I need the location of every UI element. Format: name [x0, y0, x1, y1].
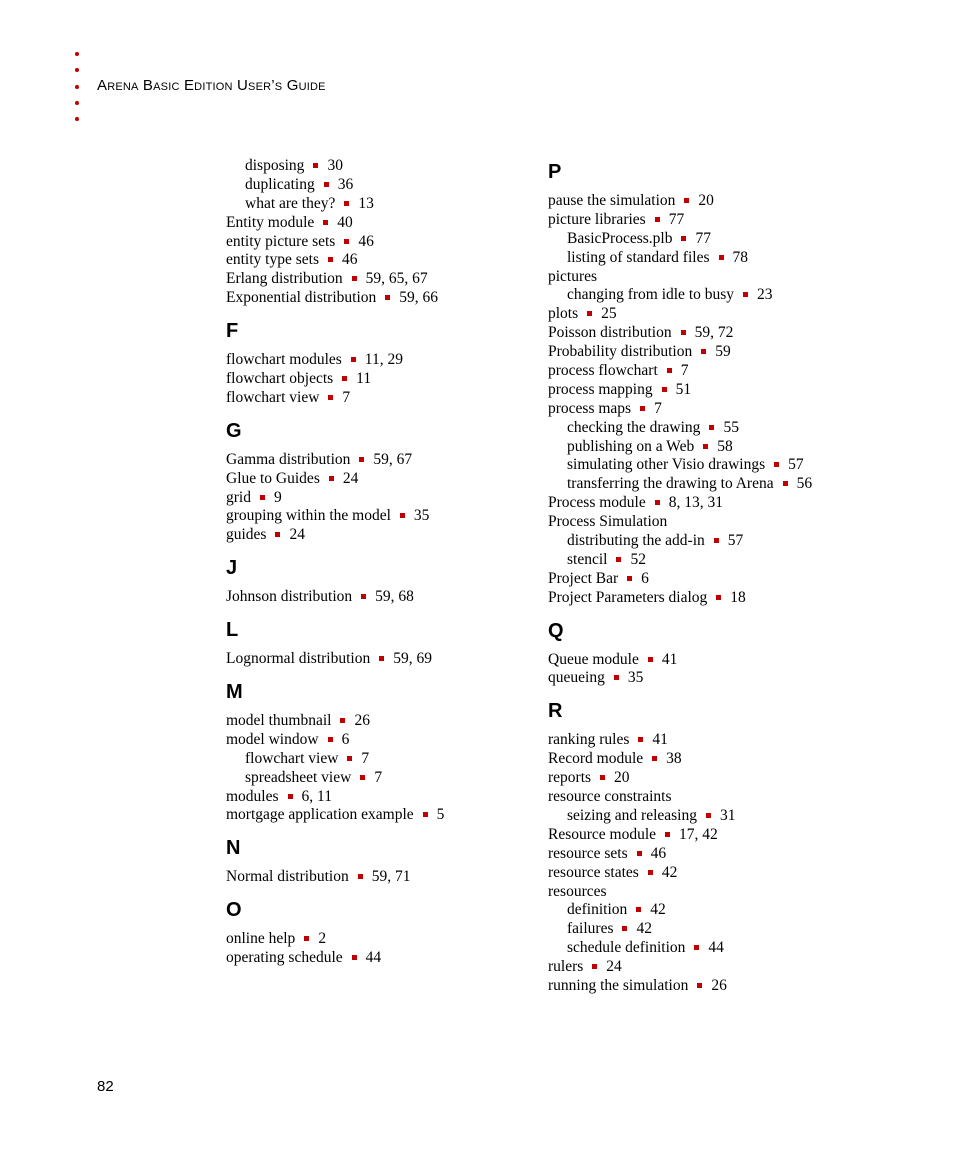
index-subentry — [226, 157, 536, 176]
entry-term: flowchart view — [226, 388, 320, 406]
entry-term: operating schedule — [226, 949, 343, 967]
square-bullet-icon — [648, 870, 653, 875]
index-entry — [548, 381, 878, 400]
entry-term: grid — [226, 488, 251, 506]
index-section — [548, 616, 878, 689]
index-section — [226, 895, 536, 968]
entry-pages[interactable]: 30 — [327, 157, 343, 174]
entry-pages[interactable]: 8, 13, 31 — [668, 494, 723, 512]
index-entry — [226, 712, 536, 731]
entry-pages[interactable]: 20 — [614, 769, 630, 787]
entry-pages[interactable]: 36 — [337, 175, 354, 193]
entry-term: resource constraints — [548, 788, 672, 806]
index-subentry — [548, 230, 878, 249]
entry-term: Normal distribution — [226, 868, 349, 886]
index-section — [226, 416, 536, 545]
entry-pages[interactable]: 42 — [650, 901, 666, 919]
square-bullet-icon — [706, 813, 711, 818]
entry-term: Exponential distribution — [226, 289, 377, 307]
square-bullet-icon — [716, 595, 721, 600]
section-letter: P — [548, 161, 562, 183]
entry-term: reports — [548, 769, 592, 787]
entry-term: disposing — [245, 157, 305, 174]
entry-pages[interactable]: 57 — [788, 456, 804, 474]
index-section — [226, 157, 536, 308]
index-entry — [548, 589, 878, 608]
entry-term: mortgage application example — [226, 806, 414, 824]
entry-term: model window — [226, 730, 319, 748]
square-bullet-icon — [640, 406, 645, 411]
entry-pages[interactable]: 40 — [337, 213, 353, 231]
index-subentry — [226, 176, 536, 195]
index-entry — [548, 883, 878, 902]
entry-term: rulers — [548, 958, 584, 976]
index-entry — [226, 289, 536, 308]
index-entry — [226, 470, 536, 489]
page-number: 82 — [97, 1078, 114, 1095]
entry-pages[interactable]: 58 — [717, 437, 733, 455]
index-entry — [548, 669, 878, 688]
entry-term: flowchart modules — [226, 351, 342, 369]
square-bullet-icon — [684, 198, 689, 203]
entry-pages[interactable]: 46 — [342, 251, 358, 269]
square-bullet-icon — [379, 656, 384, 661]
square-bullet-icon — [616, 557, 621, 562]
entry-pages[interactable]: 11, 29 — [364, 351, 403, 369]
entry-term: failures — [567, 920, 614, 938]
square-bullet-icon — [614, 675, 619, 680]
square-bullet-icon — [655, 217, 660, 222]
index-entry — [226, 351, 536, 370]
square-bullet-icon — [622, 926, 627, 931]
square-bullet-icon — [344, 201, 349, 206]
square-bullet-icon — [313, 163, 318, 168]
entry-term: Glue to Guides — [226, 469, 320, 487]
margin-bullet — [75, 101, 79, 105]
square-bullet-icon — [694, 945, 699, 950]
entry-term: what are they? — [245, 194, 336, 212]
entry-pages[interactable]: 59, 66 — [399, 289, 438, 307]
index-subentry — [548, 419, 878, 438]
entry-term: spreadsheet view — [245, 768, 352, 786]
entry-pages[interactable]: 31 — [719, 806, 736, 824]
margin-bullet — [75, 85, 79, 89]
entry-pages[interactable]: 24 — [342, 469, 359, 487]
square-bullet-icon — [324, 182, 329, 187]
square-bullet-icon — [600, 775, 605, 780]
entry-pages[interactable]: 42 — [636, 920, 652, 938]
index-entry — [226, 588, 536, 607]
entry-term: Lognormal distribution — [226, 650, 371, 668]
square-bullet-icon — [352, 276, 357, 281]
entry-pages[interactable]: 35 — [413, 507, 430, 525]
section-letter: F — [226, 320, 239, 343]
entry-pages[interactable]: 13 — [358, 194, 374, 212]
index-entry — [226, 806, 536, 825]
entry-term: pause the simulation — [548, 192, 676, 209]
index-subentry — [548, 901, 878, 920]
index-entry — [226, 489, 536, 508]
index-subentry — [548, 807, 878, 826]
index-section — [226, 833, 536, 887]
entry-pages[interactable]: 20 — [698, 192, 714, 209]
square-bullet-icon — [359, 457, 364, 462]
square-bullet-icon — [423, 812, 428, 817]
index-subentry — [226, 769, 536, 788]
index-entry — [548, 958, 878, 977]
square-bullet-icon — [719, 255, 724, 260]
entry-pages[interactable]: 6 — [341, 730, 350, 748]
entry-term: Erlang distribution — [226, 270, 343, 288]
square-bullet-icon — [344, 239, 349, 244]
square-bullet-icon — [714, 538, 719, 543]
square-bullet-icon — [329, 476, 334, 481]
square-bullet-icon — [655, 500, 660, 505]
entry-term: Process module — [548, 494, 646, 512]
entry-term: listing of standard files — [567, 248, 710, 266]
section-letter: J — [226, 557, 238, 580]
entry-pages[interactable]: 46 — [358, 232, 374, 250]
entry-term: plots — [548, 305, 579, 323]
entry-pages[interactable]: 23 — [757, 286, 773, 304]
entry-pages[interactable]: 6, 11 — [301, 787, 332, 805]
entry-pages[interactable]: 26 — [711, 976, 727, 994]
index-entry — [548, 400, 878, 419]
square-bullet-icon — [637, 851, 642, 856]
entry-pages[interactable]: 78 — [732, 248, 748, 266]
entry-pages[interactable]: 35 — [627, 669, 644, 687]
entry-term: Probability distribution — [548, 343, 693, 361]
index-subentry — [548, 920, 878, 939]
square-bullet-icon — [681, 236, 686, 241]
entry-term: flowchart objects — [226, 370, 334, 388]
entry-term: resource sets — [548, 844, 628, 862]
entry-pages[interactable]: 46 — [650, 844, 667, 862]
index-entry — [226, 389, 536, 408]
entry-pages[interactable]: 7 — [374, 768, 383, 786]
square-bullet-icon — [400, 513, 405, 518]
entry-term: flowchart view — [245, 749, 339, 767]
entry-pages[interactable]: 77 — [695, 229, 711, 247]
section-letter: O — [226, 899, 242, 922]
entry-term: ranking rules — [548, 731, 630, 749]
entry-pages[interactable]: 26 — [354, 712, 370, 730]
entry-term: resource states — [548, 863, 639, 881]
index-entry — [548, 192, 878, 211]
index-section — [548, 696, 878, 995]
entry-pages[interactable]: 5 — [436, 806, 445, 824]
index-subentry — [548, 475, 878, 494]
index-subentry — [548, 286, 878, 305]
index-entry — [548, 750, 878, 769]
entry-pages[interactable]: 25 — [601, 305, 617, 323]
entry-term: definition — [567, 901, 628, 919]
entry-pages[interactable]: 51 — [675, 380, 692, 398]
square-bullet-icon — [667, 368, 672, 373]
entry-pages[interactable]: 7 — [361, 749, 370, 767]
square-bullet-icon — [783, 481, 788, 486]
entry-term: Project Parameters dialog — [548, 588, 708, 606]
index-entry — [226, 233, 536, 252]
index-entry — [226, 526, 536, 545]
square-bullet-icon — [638, 737, 643, 742]
index-entry — [548, 826, 878, 845]
index-entry — [226, 731, 536, 750]
square-bullet-icon — [636, 907, 641, 912]
index-entry — [548, 570, 878, 589]
index-entry — [226, 930, 536, 949]
index-entry — [226, 788, 536, 807]
square-bullet-icon — [592, 964, 597, 969]
index-entry — [548, 651, 878, 670]
index-entry — [548, 731, 878, 750]
square-bullet-icon — [662, 387, 667, 392]
index-column-right — [548, 157, 878, 996]
entry-term: Queue module — [548, 650, 639, 668]
square-bullet-icon — [288, 794, 293, 799]
entry-pages[interactable]: 6 — [641, 569, 649, 587]
entry-pages[interactable]: 59, 69 — [393, 650, 432, 668]
entry-pages[interactable]: 57 — [727, 532, 744, 550]
running-header: Arena Basic Edition User’s Guide — [97, 77, 326, 94]
square-bullet-icon — [709, 425, 714, 430]
entry-term: entity picture sets — [226, 232, 336, 250]
entry-term: Resource module — [548, 825, 657, 843]
entry-term: duplicating — [245, 175, 315, 193]
square-bullet-icon — [587, 311, 592, 316]
entry-pages[interactable]: 7 — [342, 388, 351, 406]
entry-pages[interactable]: 59, 65, 67 — [365, 270, 428, 288]
square-bullet-icon — [323, 220, 328, 225]
section-letter: G — [226, 419, 242, 442]
entry-term: process flowchart — [548, 362, 658, 380]
entry-pages[interactable]: 59, 67 — [373, 450, 413, 468]
entry-term: process mapping — [548, 380, 653, 398]
index-section — [226, 316, 536, 408]
entry-pages[interactable]: 59 — [715, 343, 731, 361]
square-bullet-icon — [275, 532, 280, 537]
entry-pages[interactable]: 59, 68 — [375, 588, 414, 606]
entry-pages[interactable]: 41 — [661, 650, 678, 668]
square-bullet-icon — [627, 576, 632, 581]
index-entry — [548, 362, 878, 381]
index-column-left — [226, 157, 536, 968]
index-section — [226, 615, 536, 669]
square-bullet-icon — [703, 444, 708, 449]
index-subentry — [548, 939, 878, 958]
entry-term: Record module — [548, 750, 644, 768]
square-bullet-icon — [701, 349, 706, 354]
index-section — [226, 677, 536, 825]
entry-term: Johnson distribution — [226, 588, 353, 606]
index-entry — [226, 370, 536, 389]
margin-bullet — [75, 52, 79, 56]
entry-term: picture libraries — [548, 210, 646, 228]
index-subentry — [548, 532, 878, 551]
square-bullet-icon — [304, 936, 309, 941]
section-letter: Q — [548, 619, 564, 642]
entry-term: Poisson distribution — [548, 324, 672, 342]
entry-term: modules — [226, 787, 279, 805]
square-bullet-icon — [342, 376, 347, 381]
index-section — [226, 553, 536, 607]
entry-pages[interactable]: 11 — [356, 370, 372, 388]
index-entry — [226, 868, 536, 887]
index-entry — [548, 211, 878, 230]
entry-pages[interactable]: 44 — [365, 949, 382, 967]
index-entry — [226, 270, 536, 289]
index-subentry — [548, 551, 878, 570]
entry-pages[interactable]: 9 — [273, 488, 282, 506]
entry-term: model thumbnail — [226, 712, 332, 730]
entry-term: process maps — [548, 399, 632, 417]
square-bullet-icon — [260, 495, 265, 500]
entry-term: Entity module — [226, 213, 315, 231]
entry-pages[interactable]: 52 — [630, 550, 646, 568]
entry-term: schedule definition — [567, 939, 686, 957]
index-entry — [226, 451, 536, 470]
square-bullet-icon — [681, 330, 686, 335]
index-entry — [548, 977, 878, 996]
entry-pages[interactable]: 2 — [318, 930, 327, 948]
entry-term: resources — [548, 882, 607, 900]
index-entry — [226, 507, 536, 526]
entry-pages[interactable]: 56 — [796, 475, 813, 493]
index-subentry — [548, 249, 878, 268]
section-letter: M — [226, 681, 243, 704]
index-entry — [548, 343, 878, 362]
margin-bullet — [75, 68, 79, 72]
section-letter: N — [226, 837, 241, 860]
entry-term: transferring the drawing to Arena — [567, 475, 774, 493]
entry-pages[interactable]: 55 — [723, 418, 739, 436]
entry-pages[interactable]: 38 — [666, 750, 682, 768]
index-entry — [548, 494, 878, 513]
entry-pages[interactable]: 42 — [661, 863, 678, 881]
square-bullet-icon — [774, 462, 779, 467]
entry-term: entity type sets — [226, 251, 319, 269]
index-entry — [548, 305, 878, 324]
section-letter: R — [548, 700, 563, 723]
square-bullet-icon — [360, 775, 365, 780]
index-entry — [548, 513, 878, 532]
entry-pages[interactable]: 59, 71 — [371, 868, 411, 886]
square-bullet-icon — [351, 357, 356, 362]
square-bullet-icon — [385, 295, 390, 300]
square-bullet-icon — [347, 756, 352, 761]
entry-term: distributing the add-in — [567, 532, 705, 550]
index-section — [548, 157, 878, 608]
entry-term: simulating other Visio drawings — [567, 456, 766, 474]
entry-pages[interactable]: 17, 42 — [679, 825, 718, 843]
entry-term: BasicProcess.plb — [567, 229, 673, 247]
entry-term: publishing on a Web — [567, 437, 695, 455]
entry-pages[interactable]: 24 — [289, 526, 305, 544]
entry-pages[interactable]: 24 — [606, 958, 622, 976]
entry-term: queueing — [548, 669, 605, 687]
index-subentry — [548, 456, 878, 475]
section-letter: L — [226, 619, 239, 642]
index-entry — [226, 650, 536, 669]
entry-pages[interactable]: 77 — [668, 210, 685, 228]
index-subentry — [548, 438, 878, 457]
entry-term: Gamma distribution — [226, 450, 351, 468]
entry-pages[interactable]: 41 — [652, 731, 668, 749]
entry-term: seizing and releasing — [567, 806, 697, 824]
index-entry — [548, 788, 878, 807]
entry-term: pictures — [548, 267, 598, 285]
index-entry — [548, 864, 878, 883]
square-bullet-icon — [328, 737, 333, 742]
index-entry — [548, 845, 878, 864]
square-bullet-icon — [665, 832, 670, 837]
square-bullet-icon — [652, 756, 657, 761]
index-entry — [548, 769, 878, 788]
entry-term: online help — [226, 930, 296, 948]
index-entry — [226, 949, 536, 968]
square-bullet-icon — [361, 594, 366, 599]
entry-term: running the simulation — [548, 976, 689, 994]
square-bullet-icon — [352, 955, 357, 960]
square-bullet-icon — [743, 292, 748, 297]
index-subentry — [226, 195, 536, 214]
entry-pages[interactable]: 7 — [654, 399, 662, 417]
entry-term: stencil — [567, 550, 608, 568]
entry-pages[interactable]: 44 — [708, 939, 724, 957]
index-entry — [548, 268, 878, 287]
square-bullet-icon — [648, 657, 653, 662]
entry-term: changing from idle to busy — [567, 286, 735, 304]
index-entry — [548, 324, 878, 343]
square-bullet-icon — [328, 395, 333, 400]
square-bullet-icon — [340, 718, 345, 723]
entry-pages[interactable]: 7 — [680, 362, 689, 380]
entry-term: Project Bar — [548, 569, 619, 587]
entry-term: grouping within the model — [226, 507, 391, 525]
square-bullet-icon — [358, 874, 363, 879]
square-bullet-icon — [328, 257, 333, 262]
square-bullet-icon — [697, 983, 702, 988]
margin-bullet — [75, 117, 79, 121]
entry-pages[interactable]: 59, 72 — [694, 324, 734, 342]
entry-pages[interactable]: 18 — [730, 588, 746, 606]
index-subentry — [226, 750, 536, 769]
entry-term: guides — [226, 526, 267, 544]
entry-term: Process Simulation — [548, 513, 668, 531]
entry-term: checking the drawing — [567, 418, 701, 436]
index-entry — [226, 251, 536, 270]
index-entry — [226, 214, 536, 233]
